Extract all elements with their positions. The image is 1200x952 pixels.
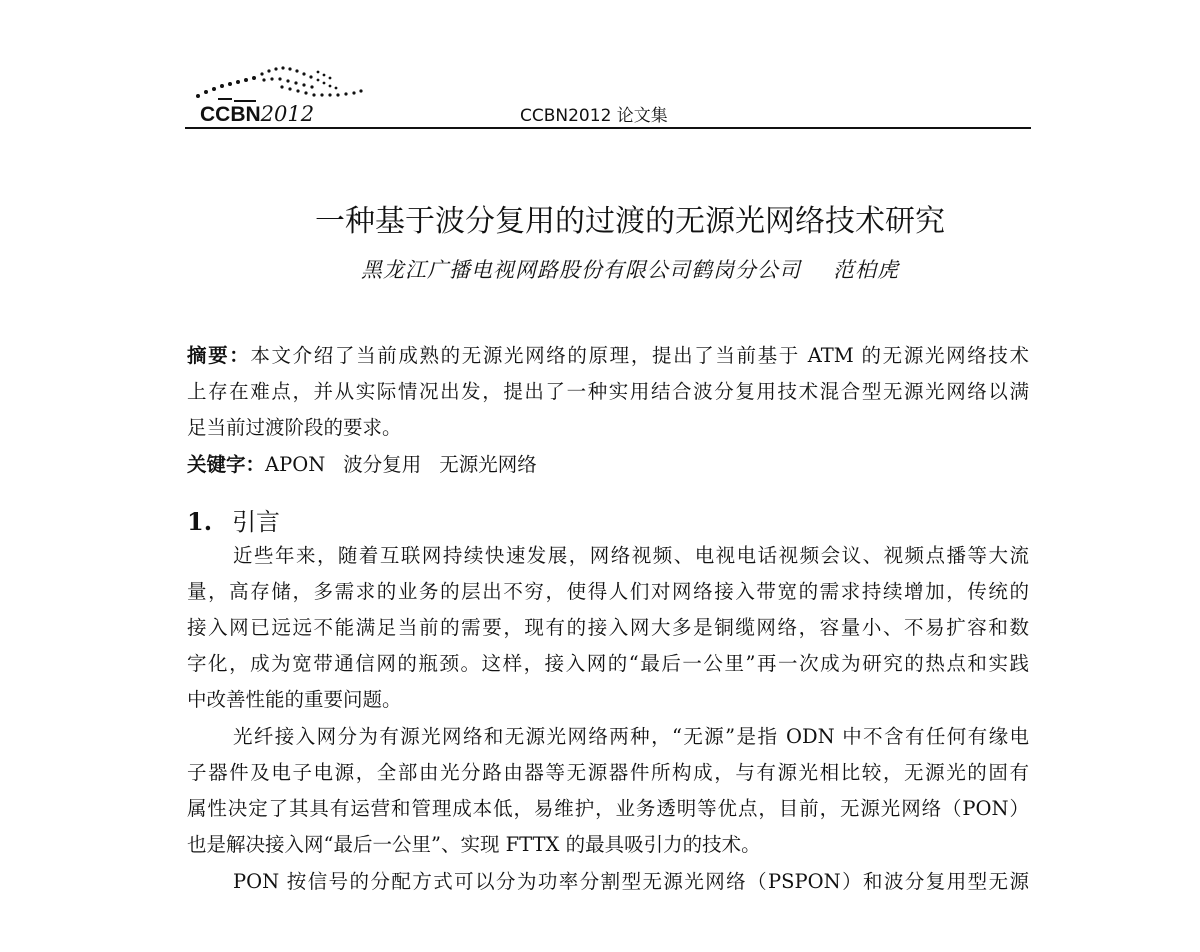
keywords-line — [187, 449, 1029, 477]
section-number: 1. — [187, 507, 213, 536]
keywords-label: 关键字： — [187, 453, 266, 476]
body-line: 子器件及电子电源，全部由光分路由器等无源器件所构成，与有源光相比较，无源光的固有 — [187, 761, 1029, 784]
abstract-line: 足当前过渡阶段的要求。 — [187, 416, 402, 439]
body-line: 字化，成为宽带通信网的瓶颈。这样，接入网的“最后一公里”再一次成为研究的热点和实践 — [187, 652, 1029, 675]
paper-title: 一种基于波分复用的过渡的无源光网络技术研究 — [315, 204, 945, 239]
body-line: 属性决定了其具有运营和管理成本低，易维护，业务透明等优点，目前，无源光网络（PON） — [187, 797, 1029, 820]
logo-wordmark: CCBN2012 — [200, 102, 315, 126]
author-line — [0, 254, 1200, 284]
author-name: 范柏虎 — [833, 258, 899, 282]
header-rule — [185, 127, 1031, 129]
logo-dots-graphic — [192, 58, 367, 104]
abstract-line — [187, 340, 1029, 368]
body-line: 光纤接入网分为有源光网络和无源光网络两种，“无源”是指 ODN 中不含有任何有缘电 — [233, 725, 1029, 748]
section-title: 引言 — [232, 508, 281, 536]
body-line: 也是解决接入网“最后一公里”、实现 FTTX 的最具吸引力的技术。 — [187, 833, 761, 856]
abstract-label: 摘要： — [187, 344, 251, 367]
body-line: 接入网已远远不能满足当前的需要，现有的接入网大多是铜缆网络，容量小、不易扩容和数 — [187, 616, 1029, 639]
body-line: 量，高存储，多需求的业务的层出不穷，使得人们对网络接入带宽的需求持续增加，传统的 — [187, 580, 1029, 603]
ccbn-logo — [192, 58, 367, 126]
section-heading — [187, 502, 280, 537]
affiliation: 黑龙江广播电视网路股份有限公司鹤岗分公司 — [361, 258, 801, 282]
abstract-line: 上存在难点，并从实际情况出发，提出了一种实用结合波分复用技术混合型无源光网络以满 — [187, 380, 1029, 403]
body-line: 中改善性能的重要问题。 — [187, 688, 402, 711]
body-line: PON 按信号的分配方式可以分为功率分割型无源光网络（PSPON）和波分复用型无源 — [233, 870, 1029, 893]
collection-title: CCBN2012 论文集 — [520, 106, 668, 126]
keyword: 无源光网络 — [439, 453, 537, 476]
abstract-text: 本文介绍了当前成熟的无源光网络的原理，提出了当前基于 ATM 的无源光网络技术 — [250, 344, 1029, 367]
keyword: APON — [265, 453, 326, 476]
body-line: 近些年来，随着互联网持续快速发展，网络视频、电视电话视频会议、视频点播等大流 — [233, 544, 1029, 567]
keyword: 波分复用 — [343, 453, 422, 476]
